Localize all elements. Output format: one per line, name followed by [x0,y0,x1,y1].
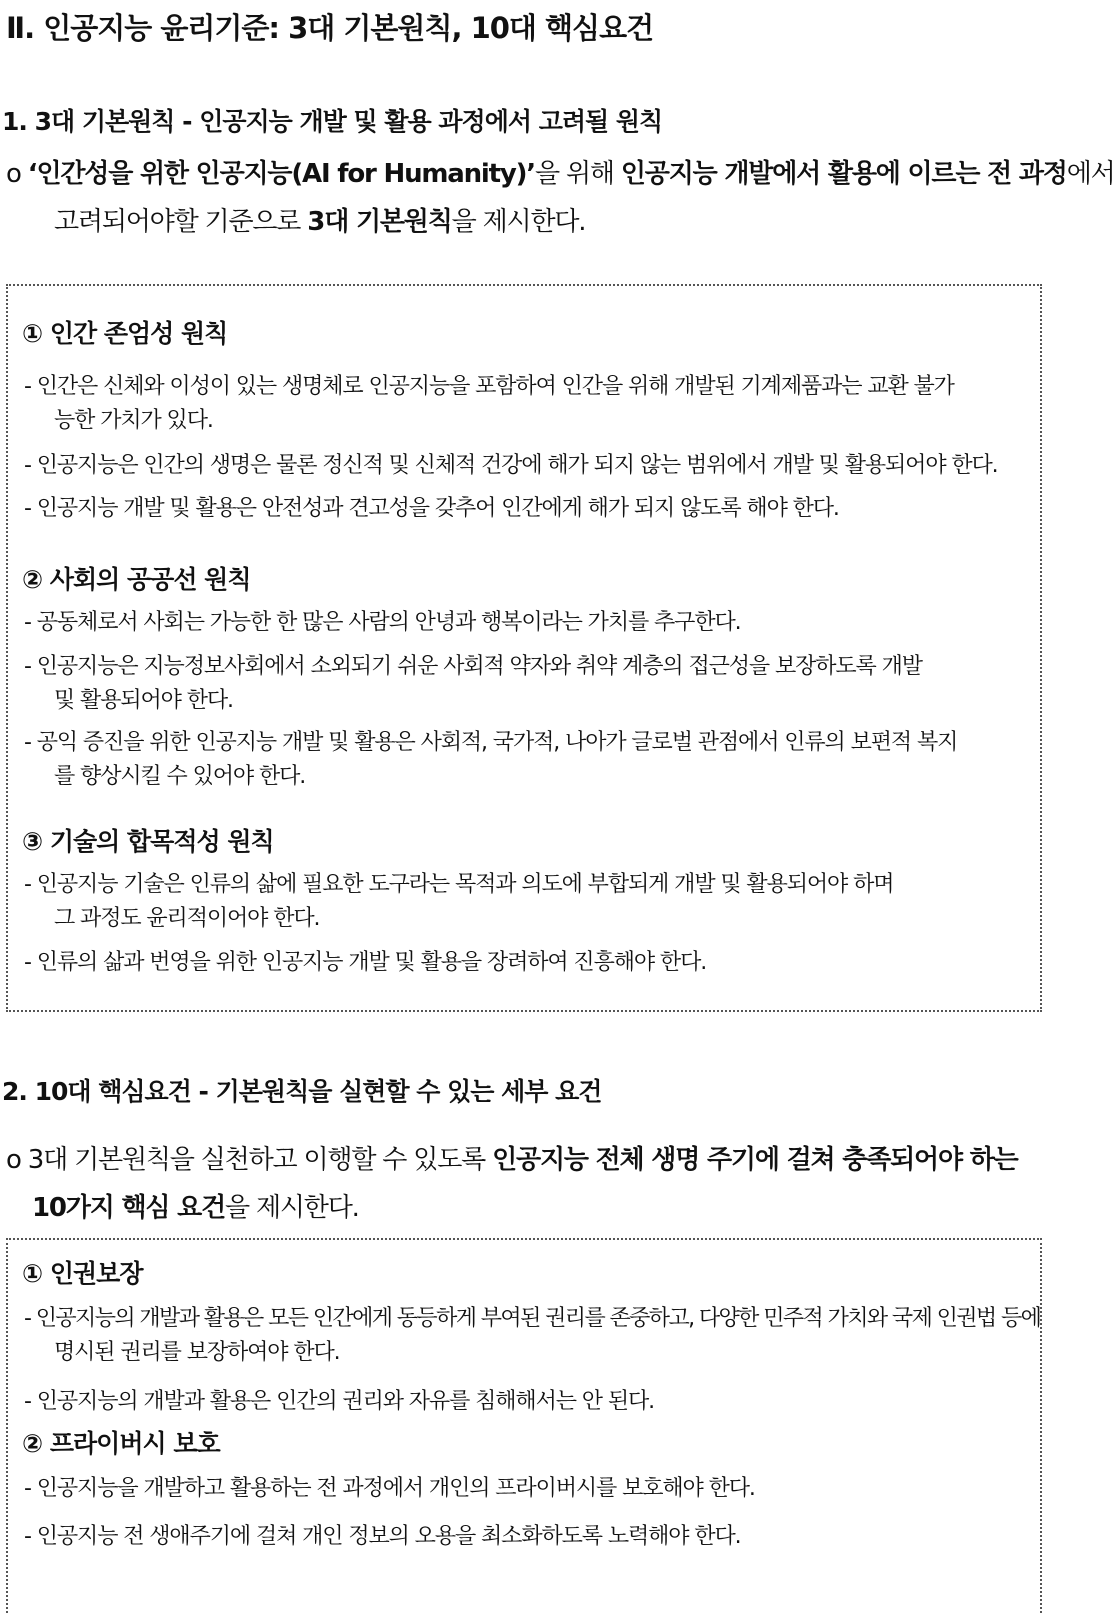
requirements-box [6,1238,1042,1613]
list-item: - 공익 증진을 위한 인공지능 개발 및 활용은 사회적, 국가적, 나아가 글로벌 관점에서 인류의 보편적 복지 를 향상시킬 수 있어야 한다. [24,730,958,789]
list-item: - 인공지능의 개발과 활용은 모든 인간에게 동등하게 부여된 권리를 존중하고, 다양한 민주적 가치와 국제 인권법 등에 명시된 권리를 보장하여야 한다. [24,1306,1041,1365]
intro-text: 을 위해 [534,159,621,189]
intro-emphasis: 3대 기본원칙 [307,207,452,237]
section2-intro [6,1136,1076,1232]
requirement-title-human-rights: ① 인권보장 [22,1259,143,1288]
list-item: - 인공지능은 지능정보사회에서 소외되기 쉬운 사회적 약자와 취약 계층의 접근성을 보장하도록 개발 및 활용되어야 한다. [24,654,922,713]
intro-text: 에서 [1066,159,1115,189]
list-item: - 인간은 신체와 이성이 있는 생명체로 인공지능을 포함하여 인간을 위해 개발된 기계제품과는 교환 불가 능한 가치가 있다. [24,374,954,433]
list-item: - 인공지능 개발 및 활용은 안전성과 견고성을 갖추어 인간에게 해가 되지 않도록 해야 한다. [24,496,839,521]
principles-box [6,284,1042,1012]
section1-intro-line1 [6,150,1115,198]
section1-intro-line2 [6,198,1076,246]
list-item: - 인공지능 기술은 인류의 삶에 필요한 도구라는 목적과 의도에 부합되게 개발 및 활용되어야 하며 그 과정도 윤리적이어야 한다. [24,872,894,931]
intro-text: 3대 기본원칙을 실천하고 이행할 수 있도록 [27,1145,493,1175]
bullet-marker: o [6,1145,21,1175]
list-item: - 인공지능은 인간의 생명은 물론 정신적 및 신체적 건강에 해가 되지 않는 범위에서 개발 및 활용되어야 한다. [24,453,998,478]
section1-intro [6,150,1115,246]
section1-heading: 1. 3대 기본원칙 - 인공지능 개발 및 활용 과정에서 고려될 원칙 [2,107,663,136]
principle-title-public-good: ② 사회의 공공선 원칙 [22,565,251,594]
document-title: Ⅱ. 인공지능 윤리기준: 3대 기본원칙, 10대 핵심요건 [6,11,654,45]
principle-title-technology-purpose: ③ 기술의 합목적성 원칙 [22,827,274,856]
intro-emphasis: 10가지 핵심 요건 [32,1193,225,1223]
list-item: - 인공지능의 개발과 활용은 인간의 권리와 자유를 침해해서는 안 된다. [24,1389,655,1414]
principle-title-human-dignity: ① 인간 존엄성 원칙 [22,319,228,348]
intro-text: 을 제시한다. [224,1193,359,1223]
intro-text: 을 제시한다. [451,207,586,237]
bullet-marker: o [6,159,21,189]
intro-text: 고려되어야할 기준으로 [54,207,308,237]
section2-intro-line2 [6,1184,1076,1232]
intro-emphasis: 인공지능 개발에서 활용에 이르는 전 과정 [620,159,1067,189]
list-item: - 인공지능 전 생애주기에 걸쳐 개인 정보의 오용을 최소화하도록 노력해야 한다. [24,1524,741,1549]
list-item: - 인공지능을 개발하고 활용하는 전 과정에서 개인의 프라이버시를 보호해야 한다. [24,1476,755,1501]
list-item: - 공동체로서 사회는 가능한 한 많은 사람의 안녕과 행복이라는 가치를 추구한다. [24,610,741,635]
list-item: - 인류의 삶과 번영을 위한 인공지능 개발 및 활용을 장려하여 진흥해야 한다. [24,950,707,975]
intro-emphasis: 인공지능 전체 생명 주기에 걸쳐 충족되어야 하는 [492,1145,1018,1175]
requirement-title-privacy: ② 프라이버시 보호 [22,1429,220,1458]
section2-intro-line1 [6,1136,1076,1184]
intro-emphasis: ‘인간성을 위한 인공지능(AI for Humanity)’ [27,159,535,189]
section2-heading: 2. 10대 핵심요건 - 기본원칙을 실현할 수 있는 세부 요건 [2,1077,602,1106]
